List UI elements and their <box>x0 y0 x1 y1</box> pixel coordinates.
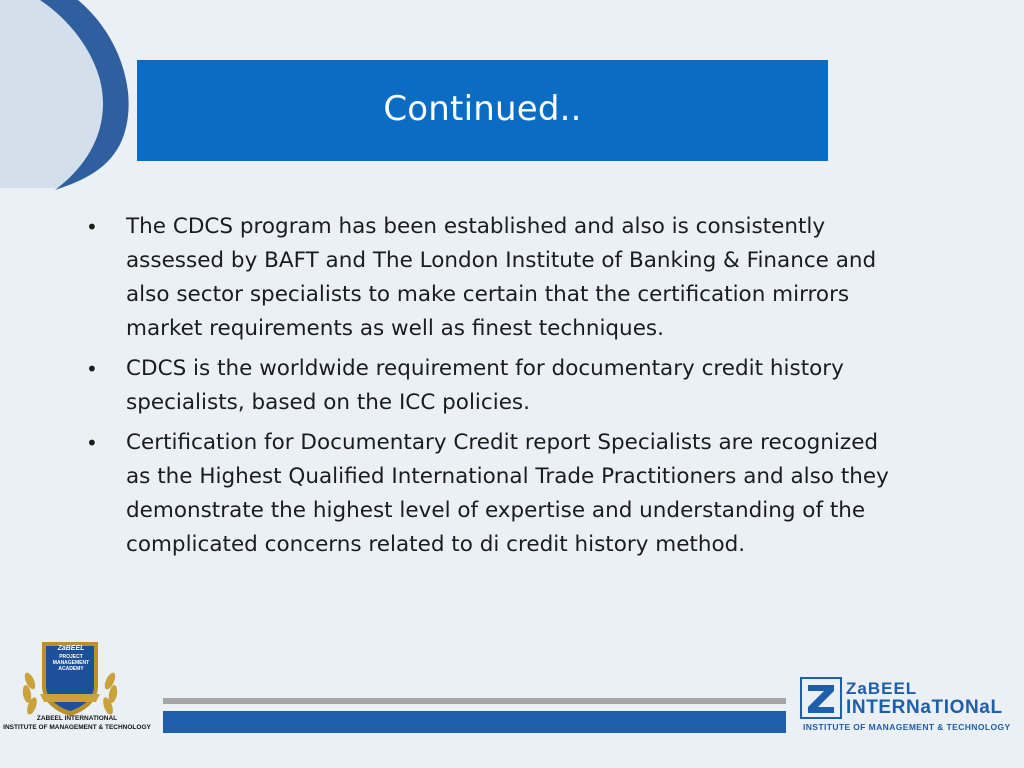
bullet-marker: • <box>86 431 98 455</box>
bullet-text: The CDCS program has been established and also is consistently assessed by BAFT and The London Institute of Banking & Finance and also sector specialists to make certain that the certification mirrors market requirements as well as finest techniques. <box>126 214 877 341</box>
bullet-marker: • <box>86 215 98 239</box>
zabeel-logo-subtitle: INSTITUTE OF MANAGEMENT & TECHNOLOGY <box>803 722 1011 732</box>
footer-divider-blue <box>163 711 786 733</box>
academy-caption-line1: ZABEEL INTERNATIONAL <box>36 715 118 722</box>
academy-logo-caption <box>2 714 152 732</box>
zabeel-logo-line1: ZaBEEL <box>846 679 918 698</box>
footer-divider-grey <box>163 698 786 704</box>
zabeel-logo-line2: INTERNaTIONaL <box>846 697 1003 718</box>
bullet-text: Certification for Documentary Credit report Specialists are recognized as the Highest Qualified International Trade Practitioners and also they demonstrate the highest level of expertise and understanding of the complicated concerns related to di credit history method. <box>126 430 889 557</box>
academy-caption-line2: INSTITUTE OF MANAGEMENT & TECHNOLOGY <box>3 724 151 731</box>
academy-logo-badge-text: PROJECT MANAGEMENT ACADEMY <box>52 654 90 672</box>
bullet-item <box>84 426 894 562</box>
zabeel-z-logo-icon <box>800 676 844 720</box>
bullet-marker: • <box>86 357 98 381</box>
bullet-list <box>84 210 894 568</box>
title-banner <box>137 60 828 161</box>
bullet-item <box>84 352 894 420</box>
bullet-text: CDCS is the worldwide requirement for documentary credit history specialists, based on the ICC policies. <box>126 356 844 415</box>
bullet-item <box>84 210 894 346</box>
slide-title: Continued.. <box>383 88 582 129</box>
academy-logo-brand: ZaBEEL <box>57 645 85 652</box>
